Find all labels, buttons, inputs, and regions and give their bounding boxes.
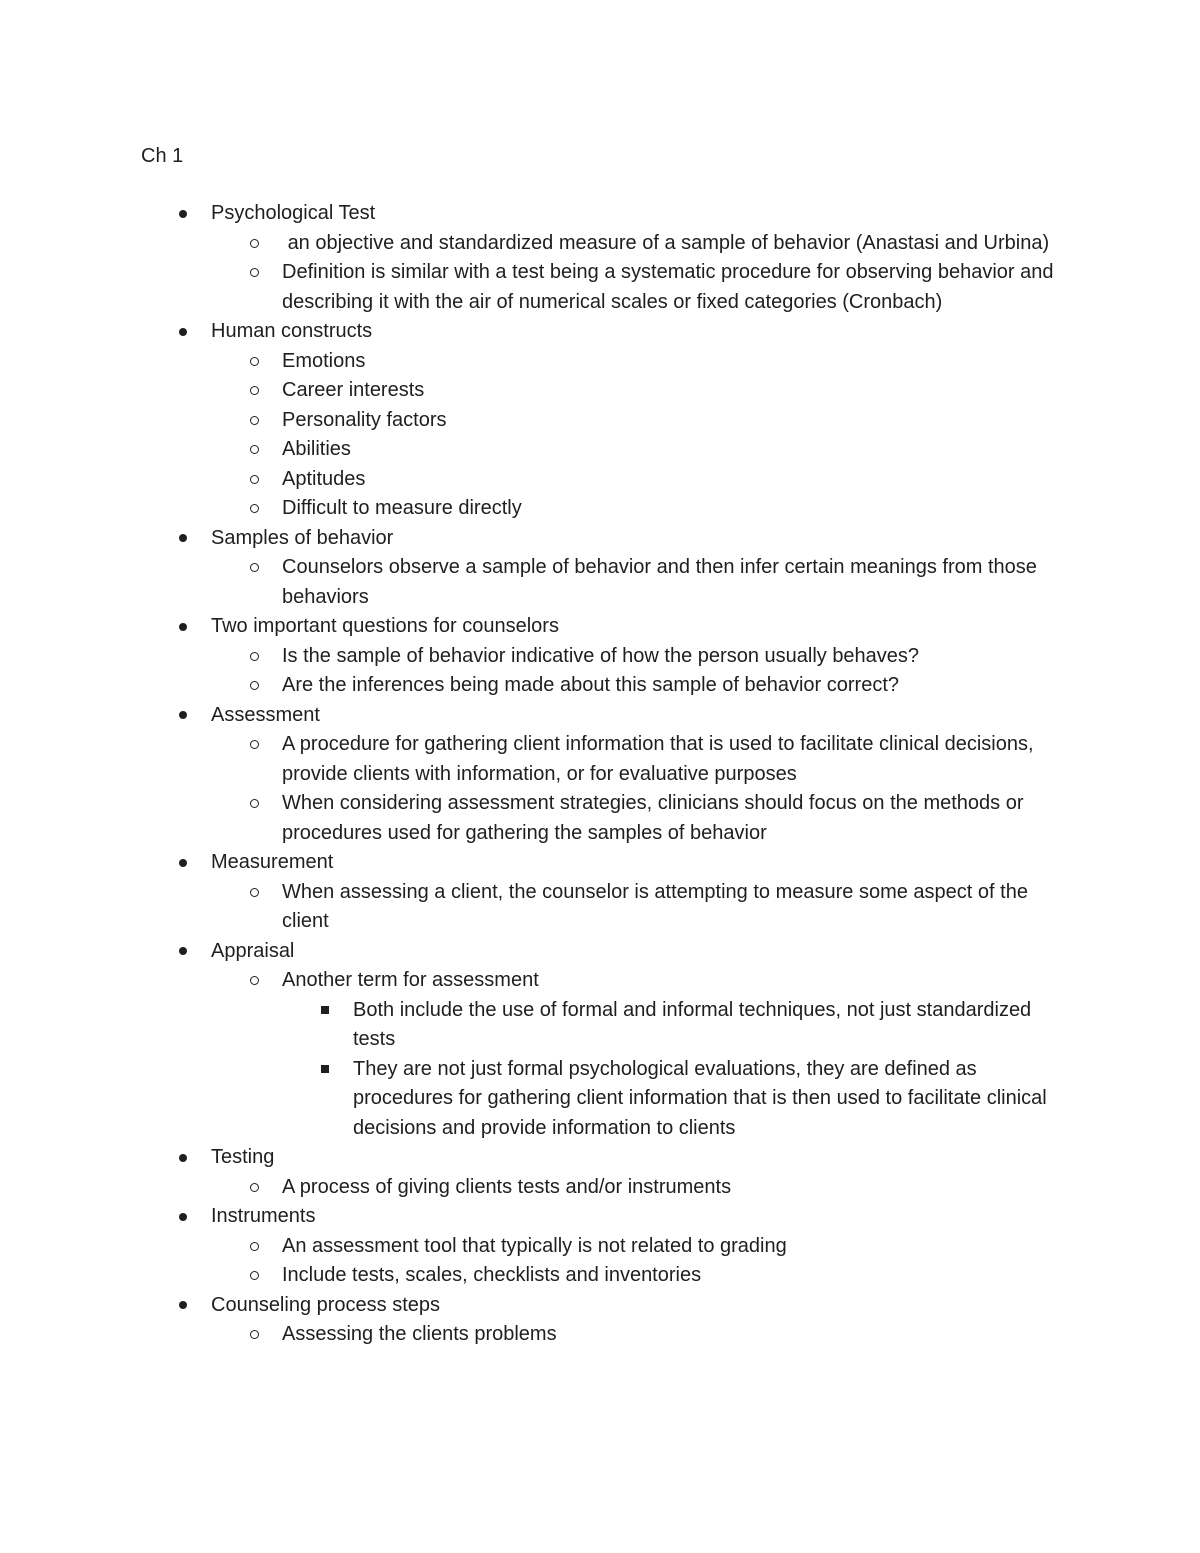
circle-bullet-icon xyxy=(247,642,261,672)
list-item-text: Assessing the clients problems xyxy=(282,1323,557,1345)
list-item xyxy=(0,1055,1200,1144)
list-item-text: They are not just formal psychological evaluations, they are defined as procedures for gathering client information that is then used to facilitate clinical decisions and provide information to clients xyxy=(353,1057,1047,1139)
circle-bullet-icon xyxy=(247,966,261,996)
outline-section-measurement xyxy=(0,848,1200,937)
list-item-text: When considering assessment strategies, clinicians should focus on the methods or procedures used for gathering the samples of behavior xyxy=(282,792,1024,844)
list-item-text: Definition is similar with a test being a systematic procedure for observing behavior and describing it with the air of numerical scales or fixed categories (Cronbach) xyxy=(282,261,1054,313)
list-item xyxy=(0,376,1200,406)
circle-bullet-icon xyxy=(247,465,261,495)
list-item-text: Abilities xyxy=(282,438,351,460)
list-item-text: A procedure for gathering client information that is used to facilitate clinical decisions, provide clients with information, or for evaluative purposes xyxy=(282,733,1034,785)
list-item xyxy=(0,1232,1200,1262)
circle-bullet-icon xyxy=(247,789,261,819)
list-item xyxy=(0,730,1200,789)
disc-bullet-icon xyxy=(176,1143,190,1173)
circle-bullet-icon xyxy=(247,1320,261,1350)
section-heading: Counseling process steps xyxy=(211,1293,441,1316)
disc-bullet-icon xyxy=(176,848,190,878)
list-item-text: Another term for assessment xyxy=(282,969,539,991)
list-item xyxy=(0,1320,1200,1350)
list-item-text: Aptitudes xyxy=(282,467,366,490)
sub-list xyxy=(0,1173,1200,1203)
list-item-text: Both include the use of formal and informal techniques, not just standardized tests xyxy=(353,998,1032,1050)
list-item xyxy=(0,966,1200,1143)
circle-bullet-icon xyxy=(247,258,261,288)
section-heading: Testing xyxy=(211,1146,275,1168)
list-item xyxy=(0,553,1200,612)
section-heading: Human constructs xyxy=(211,320,373,342)
sub-list xyxy=(0,642,1200,701)
list-item xyxy=(0,789,1200,848)
list-item-text: Personality factors xyxy=(282,408,447,431)
list-item xyxy=(0,406,1200,436)
list-item xyxy=(0,435,1200,465)
outline-section-two-questions xyxy=(0,612,1200,701)
list-item xyxy=(0,642,1200,672)
document-title: Ch 1 xyxy=(141,145,184,167)
circle-bullet-icon xyxy=(247,671,261,701)
list-item-text: an objective and standardized measure of a sample of behavior (Anastasi and Urbina) xyxy=(282,231,1050,254)
outline-section-testing xyxy=(0,1143,1200,1202)
list-item xyxy=(0,878,1200,937)
disc-bullet-icon xyxy=(176,199,190,229)
circle-bullet-icon xyxy=(247,878,261,908)
list-item-text: Counselors observe a sample of behavior and then infer certain meanings from those behaviors xyxy=(282,556,1037,608)
section-heading: Samples of behavior xyxy=(211,526,394,549)
sub-list xyxy=(0,1320,1200,1350)
circle-bullet-icon xyxy=(247,1173,261,1203)
list-item-text: Emotions xyxy=(282,349,366,372)
section-heading: Psychological Test xyxy=(211,202,376,224)
circle-bullet-icon xyxy=(247,1232,261,1262)
sub-list xyxy=(0,1232,1200,1291)
list-item xyxy=(0,258,1200,317)
outline-section-human-constructs xyxy=(0,317,1200,524)
disc-bullet-icon xyxy=(176,701,190,731)
list-item xyxy=(0,494,1200,524)
list-item xyxy=(0,347,1200,377)
outline-section-instruments xyxy=(0,1202,1200,1291)
list-item-text: Career interests xyxy=(282,379,425,401)
circle-bullet-icon xyxy=(247,494,261,524)
list-item-text: Is the sample of behavior indicative of how the person usually behaves? xyxy=(282,644,920,667)
disc-bullet-icon xyxy=(176,937,190,967)
disc-bullet-icon xyxy=(176,317,190,347)
section-heading: Appraisal xyxy=(211,939,295,962)
list-item-text: When assessing a client, the counselor is attempting to measure some aspect of the client xyxy=(282,880,1028,932)
section-heading: Two important questions for counselors xyxy=(211,615,559,637)
outline-section-assessment xyxy=(0,701,1200,849)
circle-bullet-icon xyxy=(247,553,261,583)
outline-list xyxy=(0,199,1200,1350)
list-item-text: Are the inferences being made about this sample of behavior correct? xyxy=(282,674,900,696)
outline-section-appraisal xyxy=(0,937,1200,1144)
square-bullet-icon xyxy=(318,1055,332,1085)
list-item xyxy=(0,1173,1200,1203)
list-item-text: Difficult to measure directly xyxy=(282,497,522,519)
sub-list xyxy=(0,347,1200,524)
circle-bullet-icon xyxy=(247,1261,261,1291)
disc-bullet-icon xyxy=(176,1291,190,1321)
sub-list xyxy=(0,229,1200,318)
section-heading: Instruments xyxy=(211,1205,316,1227)
sub-list xyxy=(0,553,1200,612)
sub-list xyxy=(0,730,1200,848)
list-item-text: Include tests, scales, checklists and inventories xyxy=(282,1264,702,1286)
circle-bullet-icon xyxy=(247,730,261,760)
outline-section-samples-of-behavior xyxy=(0,524,1200,613)
disc-bullet-icon xyxy=(176,1202,190,1232)
disc-bullet-icon xyxy=(176,524,190,554)
circle-bullet-icon xyxy=(247,435,261,465)
sub-list xyxy=(0,878,1200,937)
outline-section-counseling-process xyxy=(0,1291,1200,1350)
list-item-text: A process of giving clients tests and/or instruments xyxy=(282,1175,732,1198)
disc-bullet-icon xyxy=(176,612,190,642)
list-item xyxy=(0,1261,1200,1291)
outline-section-psychological-test xyxy=(0,199,1200,317)
circle-bullet-icon xyxy=(247,347,261,377)
list-item xyxy=(0,671,1200,701)
list-item xyxy=(0,229,1200,259)
section-heading: Measurement xyxy=(211,851,334,873)
square-bullet-icon xyxy=(318,996,332,1026)
section-heading: Assessment xyxy=(211,703,320,726)
list-item xyxy=(0,996,1200,1055)
circle-bullet-icon xyxy=(247,376,261,406)
list-item xyxy=(0,465,1200,495)
sub-list xyxy=(0,966,1200,1143)
circle-bullet-icon xyxy=(247,229,261,259)
sub-sub-list xyxy=(0,996,1200,1144)
list-item-text: An assessment tool that typically is not related to grading xyxy=(282,1234,787,1257)
circle-bullet-icon xyxy=(247,406,261,436)
